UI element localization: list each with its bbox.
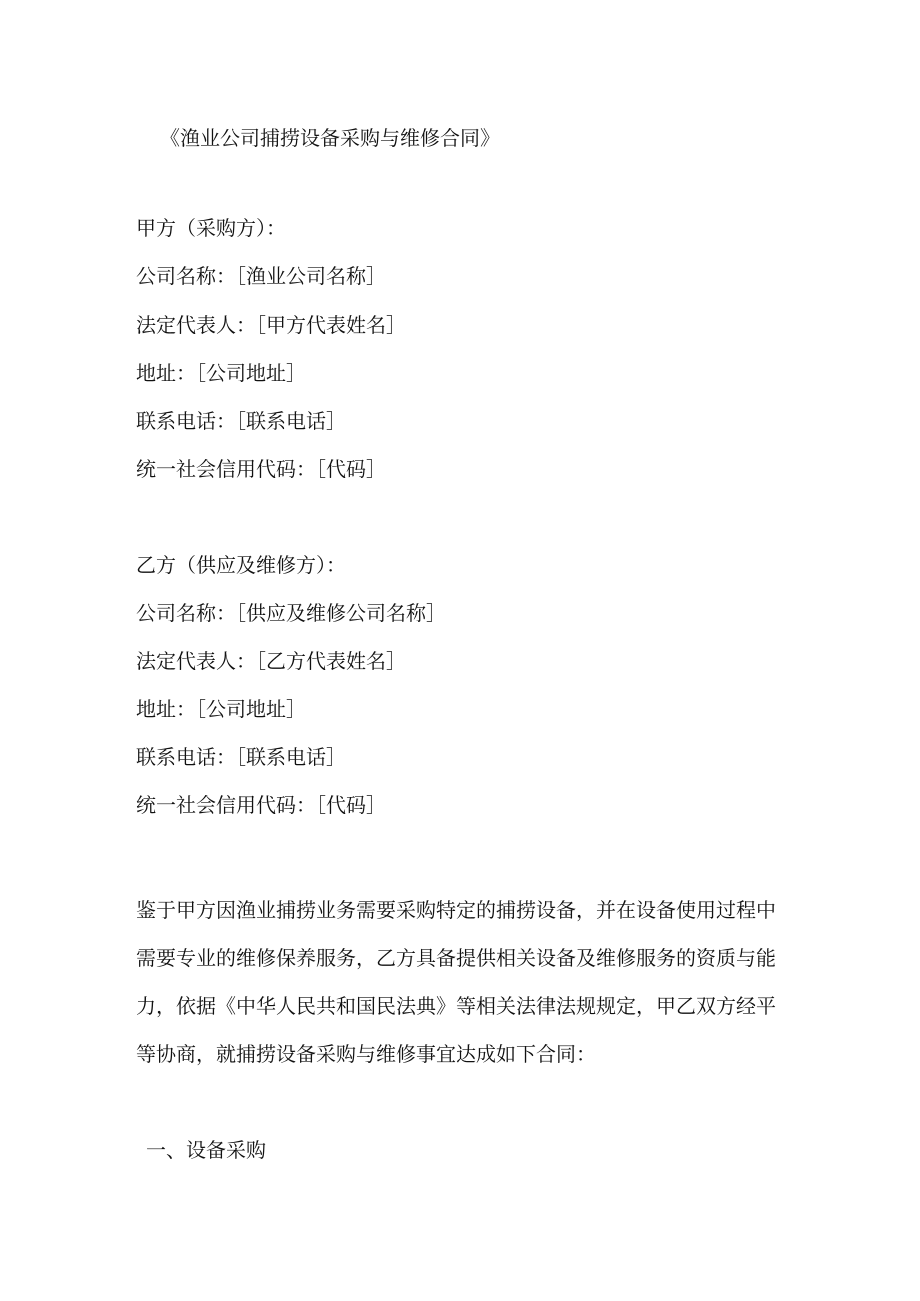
section-heading: 一、设备采购	[146, 1138, 266, 1162]
preamble-line: 鉴于甲方因渔业捕捞业务需要采购特定的捕捞设备，并在设备使用过程中	[136, 898, 776, 922]
party-a-address: 地址：［公司地址］	[136, 361, 306, 385]
party-b-company: 公司名称：［供应及维修公司名称］	[136, 601, 446, 625]
party-a-phone: 联系电话：［联系电话］	[136, 409, 346, 433]
party-b-representative: 法定代表人：［乙方代表姓名］	[136, 649, 406, 673]
party-a-credit-code: 统一社会信用代码：［代码］	[136, 457, 386, 481]
party-b-phone: 联系电话：［联系电话］	[136, 745, 346, 769]
preamble-line: 等协商，就捕捞设备采购与维修事宜达成如下合同：	[136, 1042, 596, 1066]
preamble-line: 需要专业的维修保养服务，乙方具备提供相关设备及维修服务的资质与能	[136, 946, 776, 970]
party-b-address: 地址：［公司地址］	[136, 697, 306, 721]
party-a-representative: 法定代表人：［甲方代表姓名］	[136, 313, 406, 337]
party-b-header: 乙方（供应及维修方）：	[136, 553, 346, 577]
party-a-company: 公司名称：［渔业公司名称］	[136, 264, 386, 288]
preamble-line: 力，依据《中华人民共和国民法典》等相关法律法规规定，甲乙双方经平	[136, 994, 776, 1018]
party-a-header: 甲方（采购方）：	[136, 216, 286, 240]
preamble-paragraph	[136, 886, 786, 1078]
party-b-credit-code: 统一社会信用代码：［代码］	[136, 793, 386, 817]
contract-title: 《渔业公司捕捞设备采购与维修合同》	[160, 126, 500, 150]
